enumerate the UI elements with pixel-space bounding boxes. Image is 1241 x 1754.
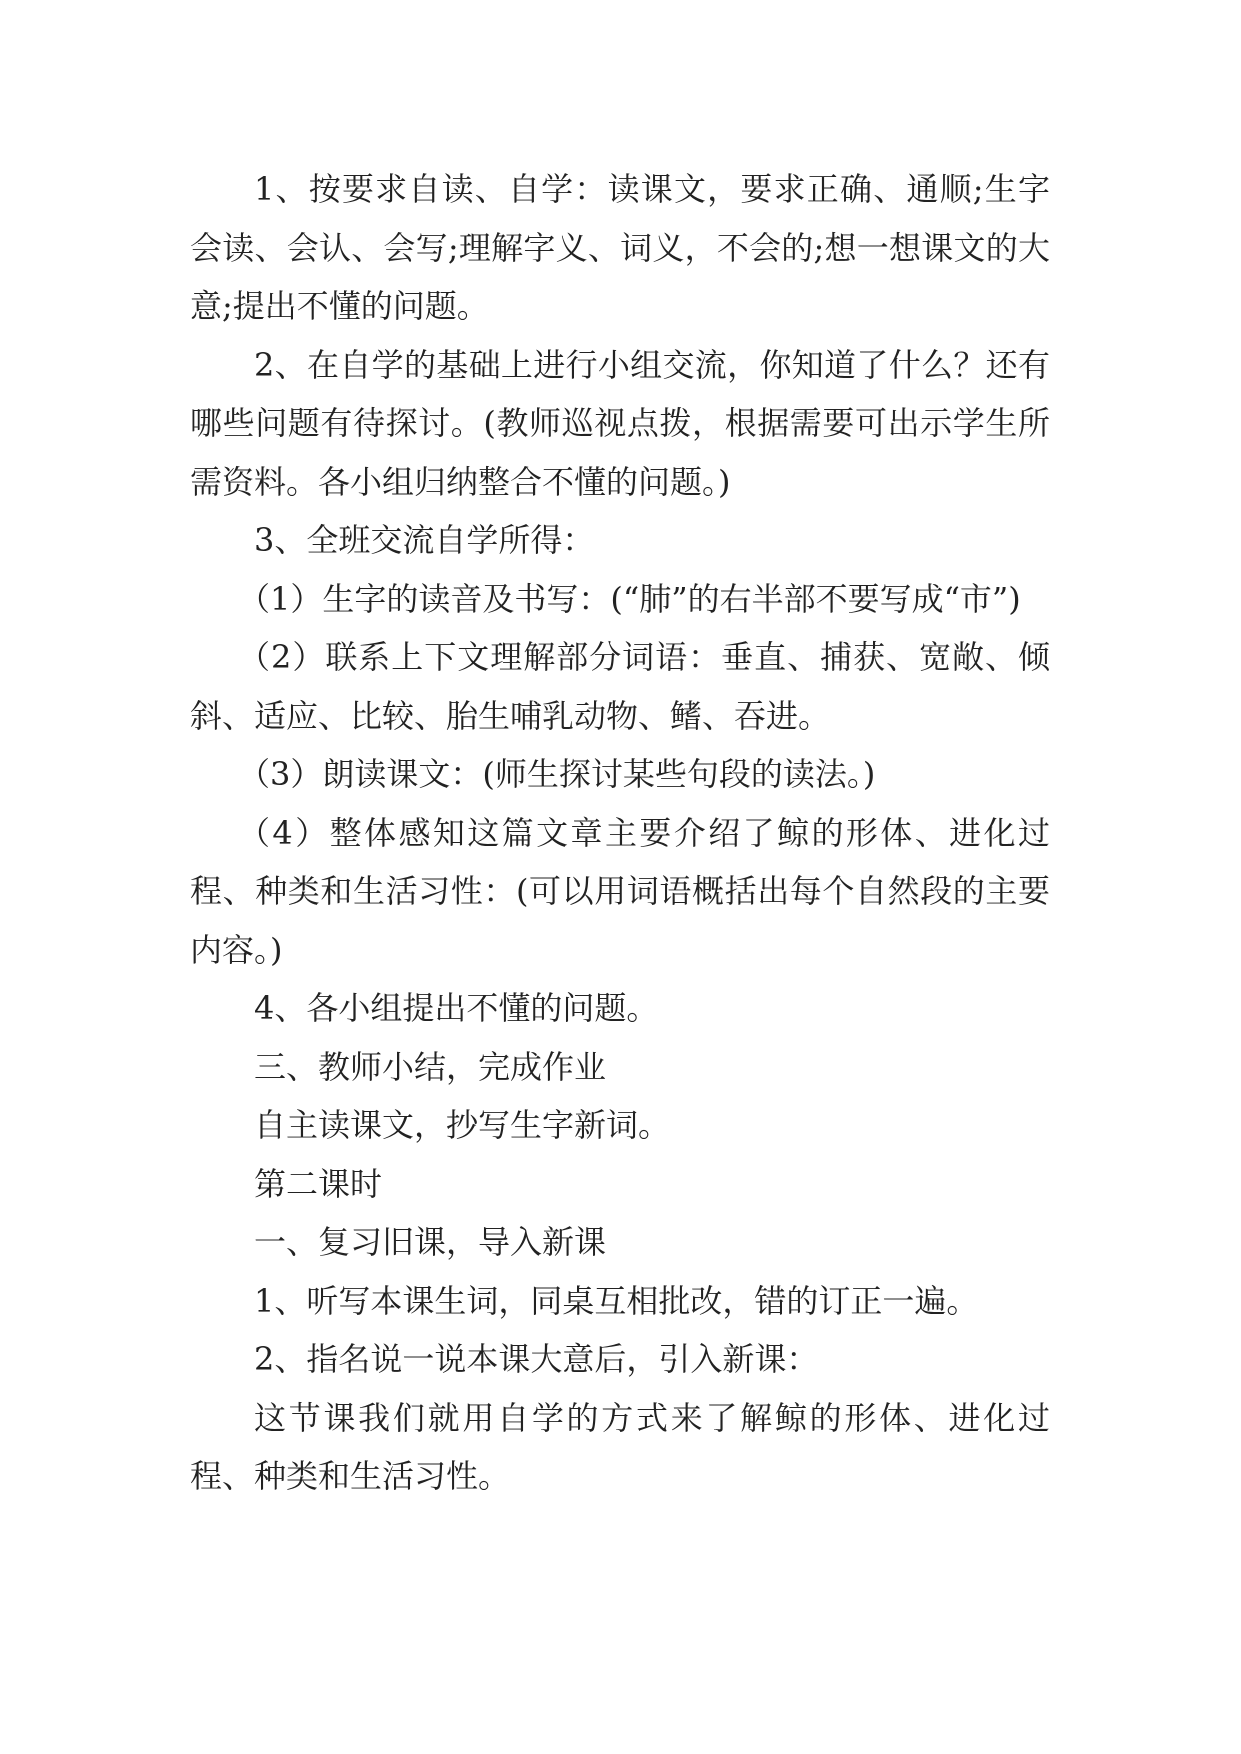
paragraph-introduce-lesson: 2、指名说一说本课大意后，引入新课： — [254, 1340, 819, 1378]
section-heading-summary: 三、教师小结，完成作业 — [254, 1047, 607, 1086]
paragraph-dictation: 1、听写本课生词，同桌互相批改，错的订正一遍。 — [254, 1281, 979, 1320]
paragraph-pronunciation-writing: （1）生字的读音及书写：(“肺”的右半部不要写成“市”) — [238, 579, 1021, 618]
paragraph-vocabulary: （2）联系上下文理解部分词语：垂直、捕获、宽敞、倾斜、适应、比较、胎生哺乳动物、鳍、吞进。 — [190, 638, 1050, 735]
paragraph-homework: 自主读课文，抄写生字新词。 — [254, 1106, 671, 1144]
paragraph-overall-perception: （4）整体感知这篇文章主要介绍了鲸的形体、进化过程、种类和生活习性：(可以用词语概括出每个自然段的主要内容。) — [190, 813, 1050, 969]
paragraph-read-aloud: （3）朗读课文：(师生探讨某些句段的读法。) — [238, 755, 876, 793]
paragraph-group-discussion: 2、在自学的基础上进行小组交流，你知道了什么？还有哪些问题有待探讨。(教师巡视点拨，根据需要可出示学生所需资料。各小组归纳整合不懂的问题。) — [190, 345, 1050, 501]
paragraph-group-questions: 4、各小组提出不懂的问题。 — [254, 989, 659, 1027]
paragraph-self-study-requirements: 1、按要求自读、自学：读课文，要求正确、通顺;生字会读、会认、会写;理解字义、词义，不会的;想一想课文的大意;提出不懂的问题。 — [190, 170, 1050, 325]
paragraph-class-exchange: 3、全班交流自学所得： — [254, 521, 595, 559]
document-body — [190, 160, 1050, 1506]
section-heading-review: 一、复习旧课，导入新课 — [254, 1223, 607, 1261]
paragraph-lesson-goal: 这节课我们就用自学的方式来了解鲸的形体、进化过程、种类和生活习性。 — [190, 1398, 1050, 1495]
heading-second-lesson: 第二课时 — [254, 1164, 383, 1203]
